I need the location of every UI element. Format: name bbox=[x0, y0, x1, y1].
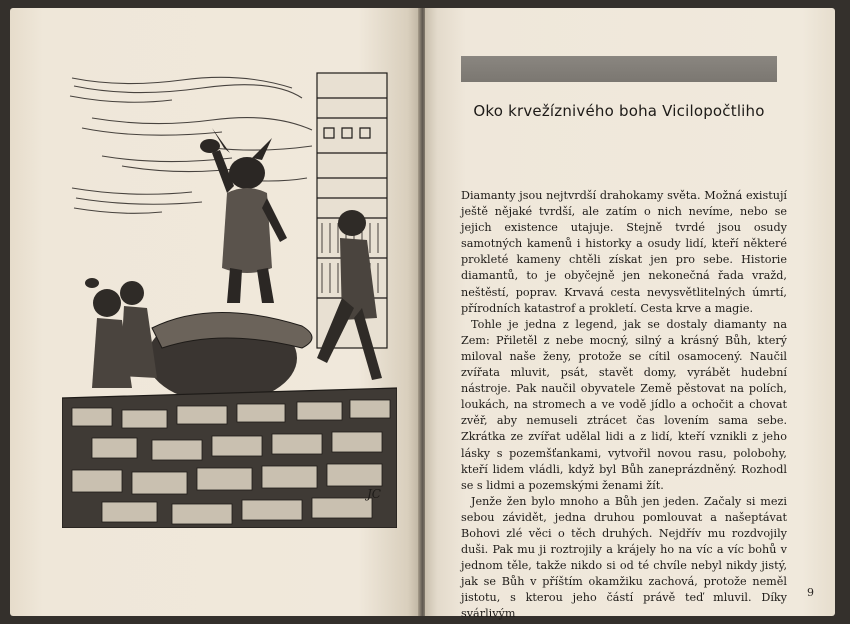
artist-monogram: JC bbox=[367, 487, 381, 501]
page-number: 9 bbox=[807, 586, 814, 599]
paragraph-3: Jenže žen bylo mnoho a Bůh jen jeden. Začaly si mezi sebou závidět, jedna druhou pomlouvat a našeptávat Bohovi zlé věci o těch druhých. Nejdřív mu rozdvojily duši. Pak mu ji roztrojily a krájely ho na víc a víc bohů v jednom těle, takže nikdo si od té chvíle nebyl nikdy jistý, jak se Bůh v příštím okamžiku zachová, protože neměl jistotu, s kterou jeho částí právě teď mluvil. Díky svárlivým bbox=[461, 494, 787, 621]
priest-figure bbox=[200, 128, 287, 303]
right-page bbox=[425, 8, 835, 621]
left-page bbox=[10, 8, 420, 616]
chapter-header-bar bbox=[461, 56, 777, 82]
body-text bbox=[461, 188, 787, 623]
paragraph-2: Tohle je jedna z legend, jak se dostaly diamanty na Zem: Přiletěl z nebe mocný, silný a krásný Bůh, který miloval naše ženy, protože se cítil osamocený. Naučil zvířata mluvit, psát, stavět domy, vyrábět hudební nástroje. Pak naučil obyvatele Země pěstovat na polích, loukách, na stromech a ve vodě jídlo a ochočit a chovat zvěř, aby nemuseli ztrácet čas lovením sama sebe. Zkrátka ze zvířat udělal lidi a z lidí, kteří vznikli z jeho lásky s pozemšťankami, vytvořil novou rasu, polobohy, kteří lidem vládli, když byl Bůh zaneprázdněný. Rozhodl se s lidmi a pozemskými ženami žít. bbox=[461, 317, 787, 492]
chapter-title: Oko krvežíznivého boha Vicilopočtliho bbox=[473, 102, 765, 120]
woodcut-illustration bbox=[62, 58, 397, 528]
paragraph-1: Diamanty jsou nejtvrdší drahokamy světa. Možná existují ještě nějaké tvrdší, ale zatím o nich nevíme, nebo se jejich existence utajuje. Stejně tvrdé jsou osudy samotných kamenů i historky a osudy lidí, kteří některé prokleté kameny chtěli získat jen pro sebe. Historie diamantů, to je obyčejně jen nekonečná řada vražd, neštěstí, poprav. Krvavá cesta nevysvětlitelných úmrtí, přírodních katastrof a prokletí. Cesta krve a magie. bbox=[461, 189, 787, 315]
